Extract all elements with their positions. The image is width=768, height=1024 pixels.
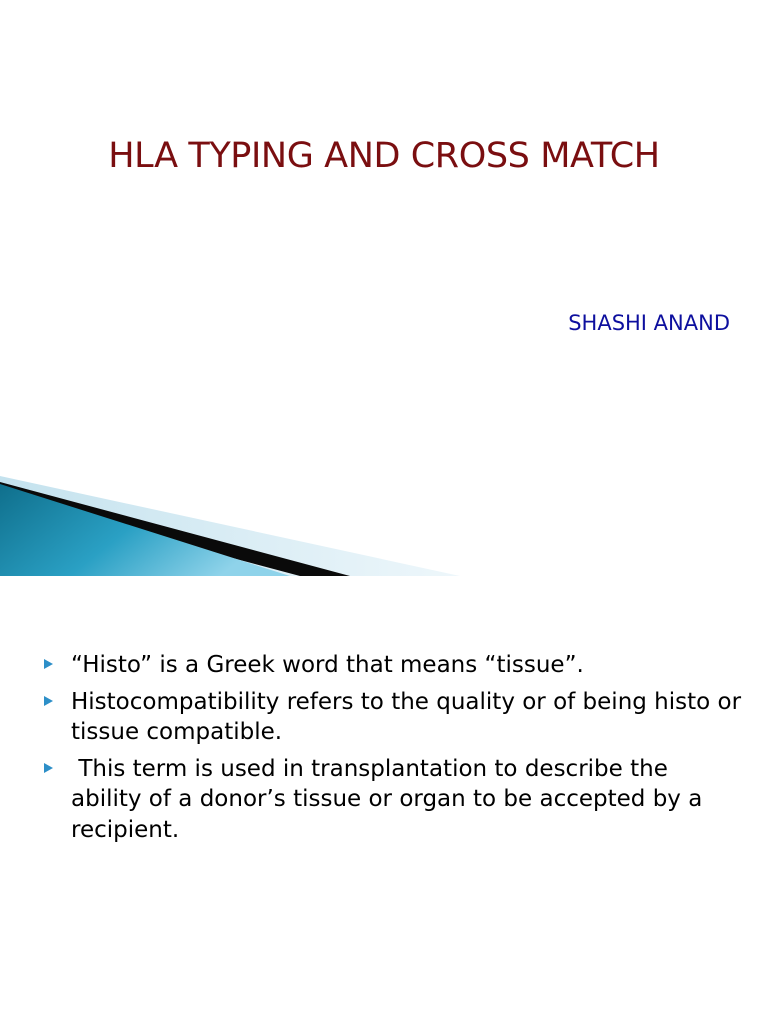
decorative-swoosh [0, 470, 460, 576]
bullet-text: Histocompatibility refers to the quality or of being histo or tissue compatible. [71, 688, 742, 745]
list-item [44, 650, 744, 681]
bullet-list [44, 650, 744, 851]
list-item [44, 754, 744, 846]
blue-triangle-bullet-icon [44, 696, 53, 706]
bullet-text: “Histo” is a Greek word that means “tissue”. [71, 652, 584, 678]
content-slide [0, 590, 768, 1024]
blue-triangle-bullet-icon [44, 763, 53, 773]
bullet-text: This term is used in transplantation to describe the ability of a donor’s tissue or organ to be accepted by a recipient. [71, 755, 710, 843]
blue-triangle-bullet-icon [44, 659, 53, 669]
slide-title: HLA TYPING AND CROSS MATCH [108, 136, 660, 176]
author-name: SHASHI ANAND [568, 311, 730, 335]
list-item [44, 687, 744, 748]
